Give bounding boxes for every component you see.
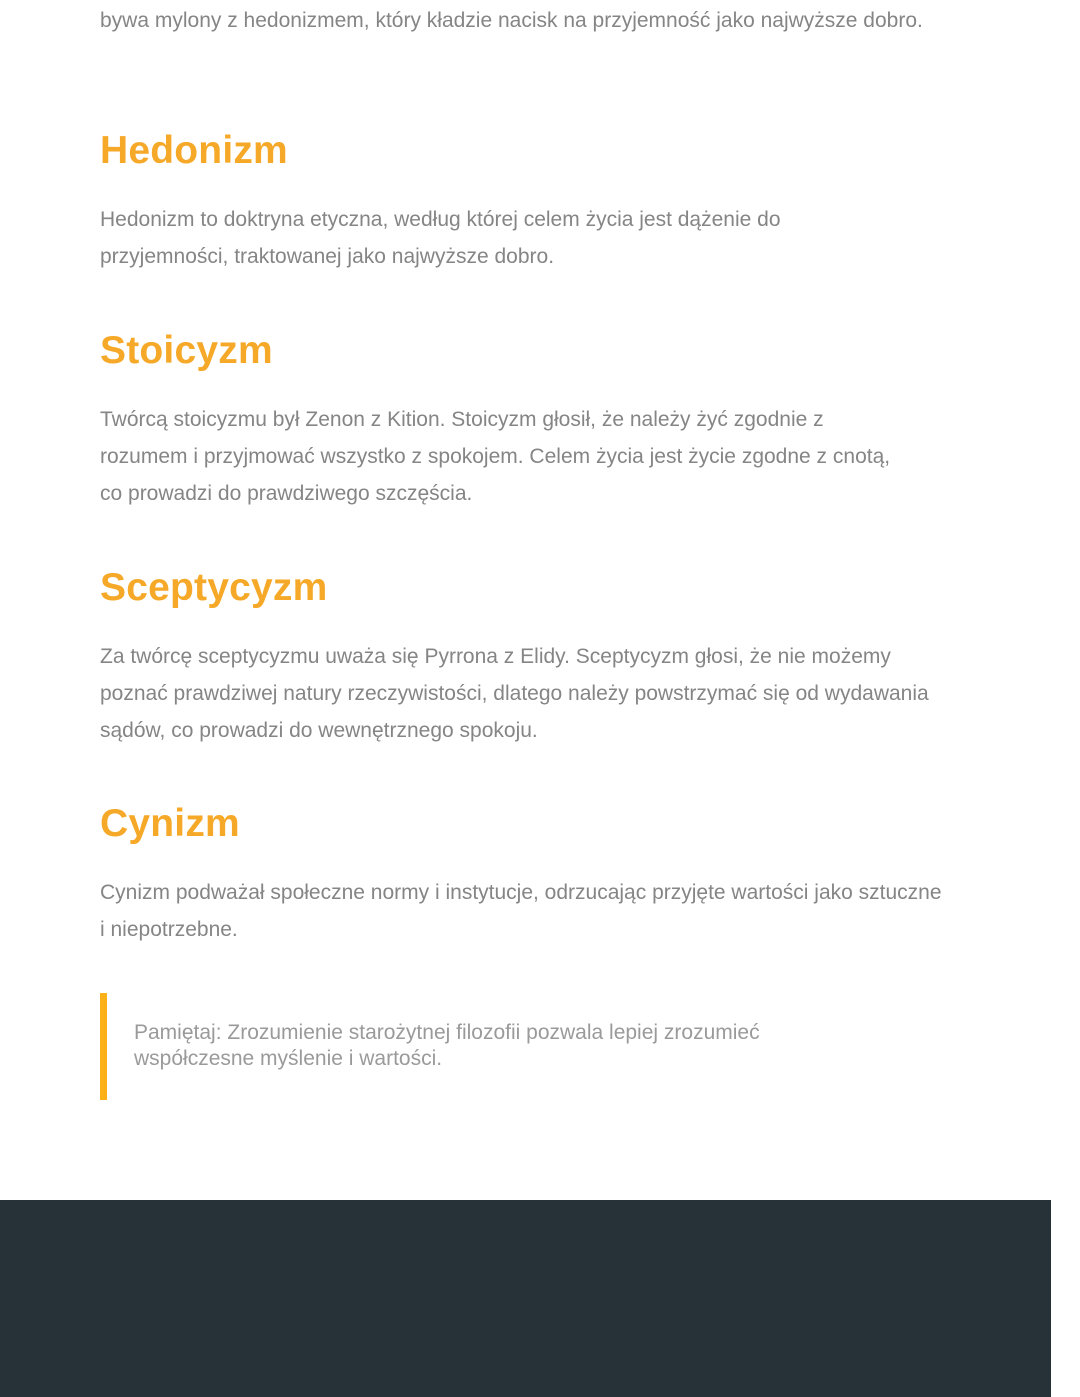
section-title-hedonizm: Hedonizm: [100, 129, 288, 172]
section-title-stoicyzm: Stoicyzm: [100, 329, 273, 372]
intro-paragraph: bywa mylony z hedonizmem, który kładzie nacisk na przyjemność jako najwyższe dobro.: [100, 9, 923, 32]
section-text-cynizm: Cynizm podważał społeczne normy i instytucje, odrzucając przyjęte wartości jako sztuczne i niepotrzebne.: [100, 881, 942, 941]
section-title-sceptycyzm: Sceptycyzm: [100, 566, 328, 609]
page-footer: [0, 1200, 1051, 1397]
section-title-cynizm: Cynizm: [100, 802, 240, 845]
reminder-callout: [100, 993, 860, 1100]
reminder-text: Pamiętaj: Zrozumienie starożytnej filozofii pozwala lepiej zrozumieć współczesne myślenie i wartości.: [134, 1021, 760, 1070]
section-text-stoicyzm: Twórcą stoicyzmu był Zenon z Kition. Stoicyzm głosił, że należy żyć zgodnie z rozumem i przyjmować wszystko z spokojem. Celem życia jest życie zgodne z cnotą, co prowadzi do prawdziwego szczęścia.: [100, 408, 891, 505]
section-text-sceptycyzm: Za twórcę sceptycyzmu uważa się Pyrrona z Elidy. Sceptycyzm głosi, że nie możemy poznać prawdziwej natury rzeczywistości, dlatego należy powstrzymać się od wydawania sądów, co prowadzi do wewnętrznego spokoju.: [100, 645, 929, 742]
section-text-hedonizm: Hedonizm to doktryna etyczna, według której celem życia jest dążenie do przyjemności, traktowanej jako najwyższe dobro.: [100, 208, 781, 268]
